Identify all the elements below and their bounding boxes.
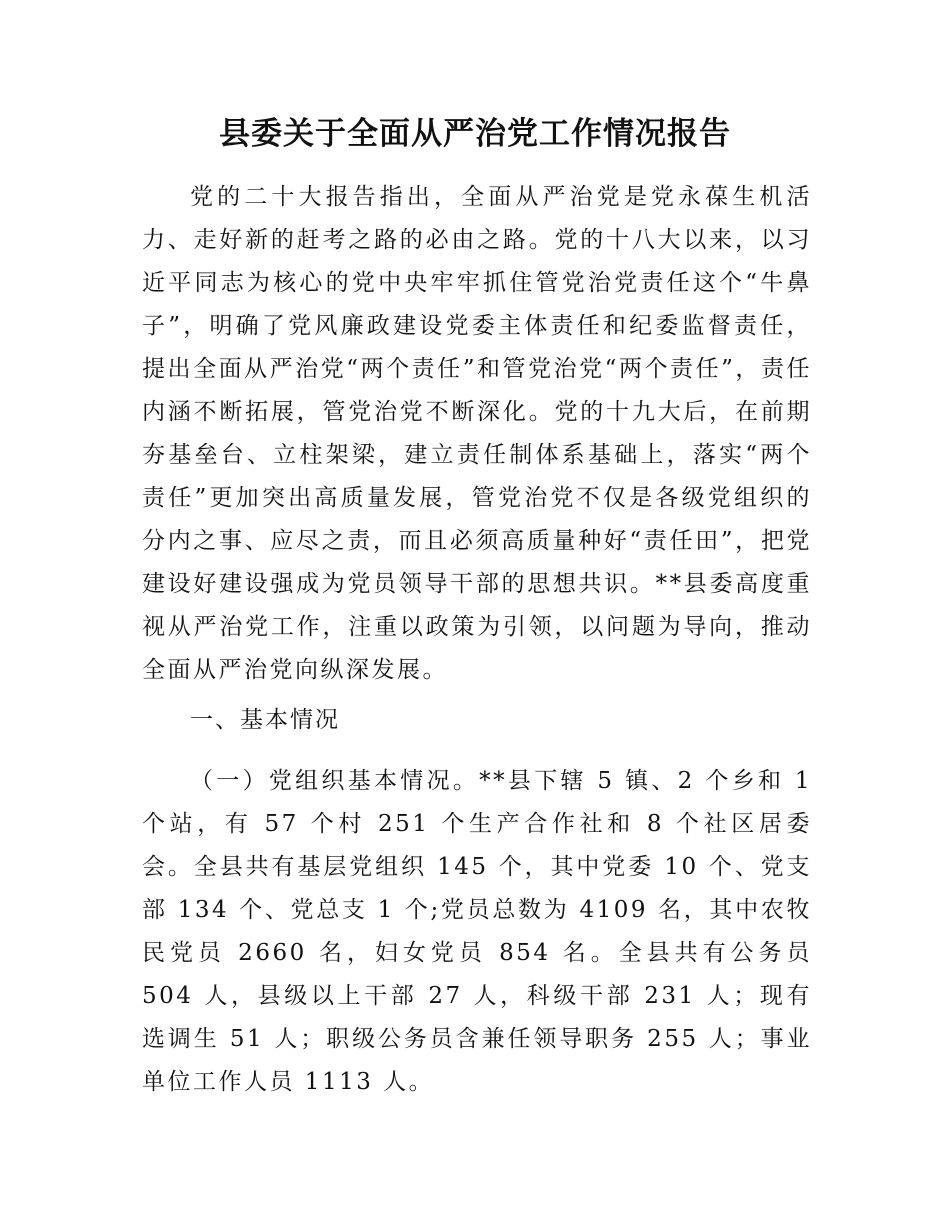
section-heading: 一、基本情况 [190, 707, 340, 733]
intro-paragraph: 党的二十大报告指出，全面从严治党是党永葆生机活力、走好新的赶考之路的必由之路。党的十八大以来，以习近平同志为核心的党中央牢牢抓住管党治党责任这个“牛鼻子”，明确了党风廉政建设党委主体责任和纪委监督责任，提出全面从严治党“两个责任”和管党治党“两个责任”，责任内涵不断拓展，管党治党不断深化。党的十九大后，在前期夯基垒台、立柱架梁，建立责任制体系基础上，落实“两个责任”更加突出高质量发展，管党治党不仅是各级党组织的分内之事、应尽之责，而且必须高质量种好“责任田”，把党建设好建设强成为党员领导干部的思想共识。**县委高度重视从严治党工作，注重以政策为引领，以问题为导向，推动全面从严治党向纵深发展。 [142, 184, 812, 683]
document-title: 县委关于全面从严治党工作情况报告 [219, 116, 731, 152]
party-organization-paragraph: （一）党组织基本情况。**县下辖 5 镇、2 个乡和 1 个站，有 57 个村 251 个生产合作社和 8 个社区居委会。全县共有基层党组织 145 个，其中党委 10 个、党支部 134 个、党总支 1 个;党员总数为 4109 名，其中农牧民党员 2660 名，妇女党员 854 名。全县共有公务员 504 人，县级以上干部 27 人，科级干部 231 人；现有选调生 51 人；职级公务员含兼任领导职务 255 人；事业单位工作人员 1113 人。 [142, 768, 812, 1095]
